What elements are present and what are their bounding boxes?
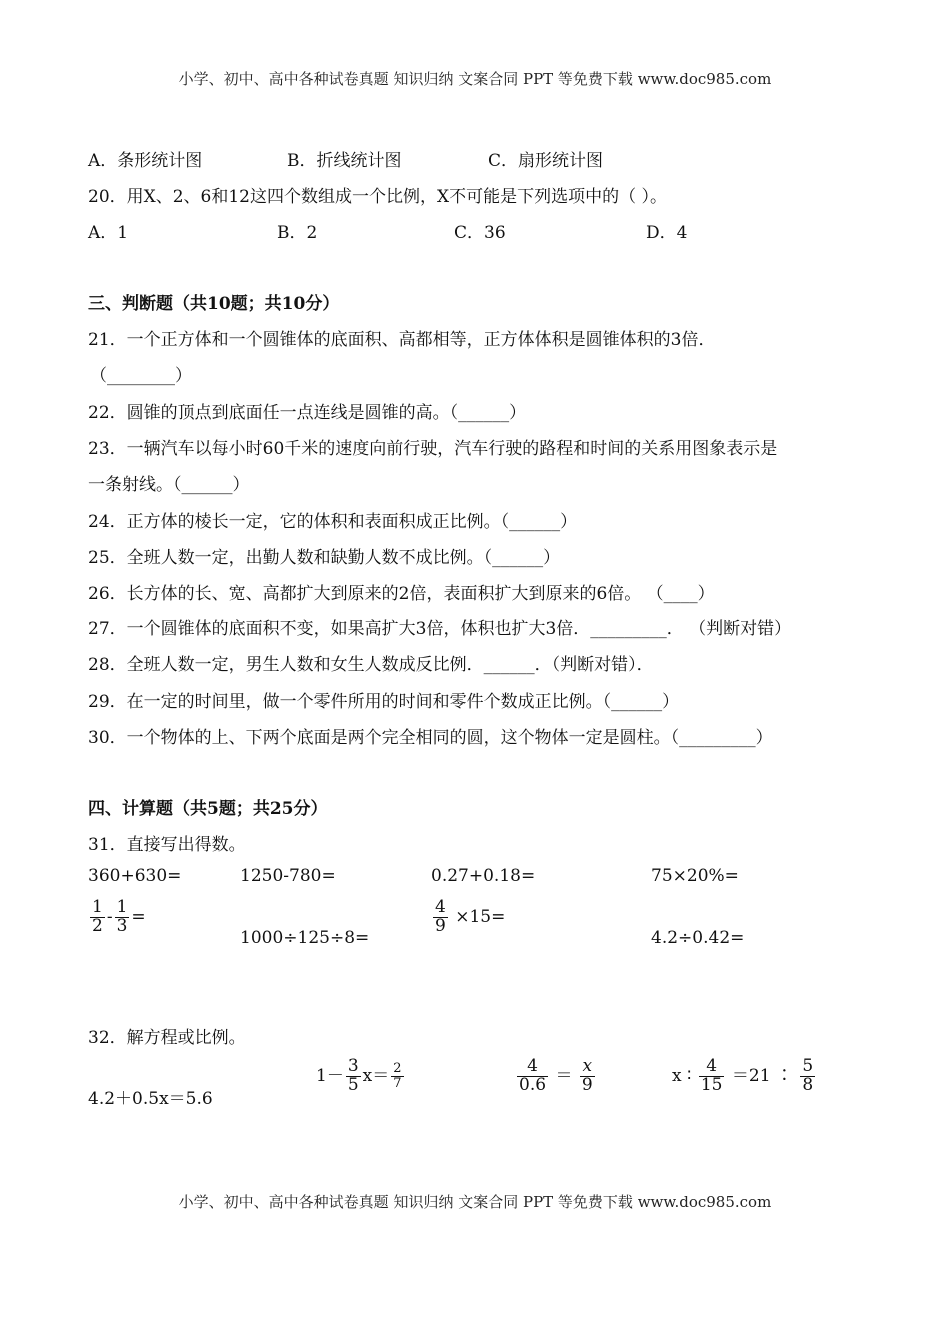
equation-1: 4.2＋0.5x＝5.6 [88,1089,213,1109]
fraction: $\frac{1}{2}$ [92,897,103,936]
q19-option-c: C．扇形统计图 [488,151,604,171]
fraction: $\frac{5}{8}$ [802,1056,814,1095]
calc-8: 4.2÷0.42= [651,928,745,948]
q32-text: 32．解方程或比例。 [88,1028,246,1048]
q20-text: 20．用X、2、6和12这四个数组成一个比例，X不可能是下列选项中的（ ）。 [88,187,668,207]
q21-text: 21．一个正方体和一个圆锥体的底面积、高都相等，正方体体积是圆锥体积的3倍． [88,330,716,350]
q31-text: 31．直接写出得数。 [88,835,246,855]
fraction: $\frac{x}{9}$ [581,1056,593,1095]
q20-option-a: A．1 [88,223,129,243]
equation-4: x ∶ $\frac{4}{15}$ ＝21 ∶ $\frac{5}{8}$ [672,1056,814,1095]
equation-2: 1－ $\frac{3}{5}$ x＝ $\frac{2}{7}$ [316,1056,402,1095]
q26-text: 26．长方体的长、宽、高都扩大到原来的2倍，表面积扩大到原来的6倍。 （____） [88,584,715,604]
q27-text: 27．一个圆锥体的底面积不变，如果高扩大3倍，体积也扩大3倍．_________． （判断对错） [88,619,792,639]
calc-5: $\frac{1}{2}$ - $\frac{1}{3}$ = [92,897,146,936]
q22-text: 22．圆锥的顶点到底面任一点连线是圆锥的高。（______） [88,403,527,423]
equation-3: $\frac{4}{0.6}$ ＝ $\frac{x}{9}$ [519,1056,593,1095]
q23-text: 23．一辆汽车以每小时60千米的速度向前行驶，汽车行驶的路程和时间的关系用图象表示是 [88,439,778,459]
calc-4: 75×20%= [651,866,739,886]
section3-title: 三、判断题（共10题；共10分） [88,294,340,314]
fraction: $\frac{4}{0.6}$ [519,1056,547,1095]
q29-text: 29．在一定的时间里，做一个零件所用的时间和零件个数成正比例。（______） [88,692,680,712]
fraction: $\frac{1}{3}$ [116,897,128,936]
q20-option-d: D．4 [646,223,688,243]
fraction: $\frac{4}{15}$ [700,1056,723,1095]
q23-text-cont: 一条射线。（______） [88,475,250,495]
q30-text: 30．一个物体的上、下两个底面是两个完全相同的圆，这个物体一定是圆柱。（_________） [88,728,773,748]
calc-3: 0.27+0.18= [431,866,536,886]
calc-2: 1250-780= [240,866,336,886]
calc-7: $\frac{4}{9}$ ×15= [435,897,506,936]
q28-text: 28．全班人数一定，男生人数和女生人数成反比例．______．（判断对错）． [88,655,654,675]
page-footer: 小学、初中、高中各种试卷真题 知识归纳 文案合同 PPT 等免费下载 www.doc985.com [178,1193,772,1211]
q24-text: 24．正方体的棱长一定，它的体积和表面积成正比例。（______） [88,512,578,532]
fraction: $\frac{4}{9}$ [435,897,446,936]
q19-option-a: A．条形统计图 [88,151,203,171]
fraction: $\frac{3}{5}$ [347,1056,359,1095]
q19-option-b: B．折线统计图 [287,151,402,171]
q21-blank: （________） [90,366,192,386]
calc-1: 360+630= [88,866,182,886]
fraction: $\frac{2}{7}$ [393,1061,402,1091]
calc-6: 1000÷125÷8= [240,928,370,948]
section4-title: 四、计算题（共5题；共25分） [88,799,328,819]
q20-option-c: C．36 [454,223,506,243]
page-header: 小学、初中、高中各种试卷真题 知识归纳 文案合同 PPT 等免费下载 www.doc985.com [178,70,772,88]
q20-option-b: B．2 [277,223,318,243]
q25-text: 25．全班人数一定，出勤人数和缺勤人数不成比例。（______） [88,548,561,568]
